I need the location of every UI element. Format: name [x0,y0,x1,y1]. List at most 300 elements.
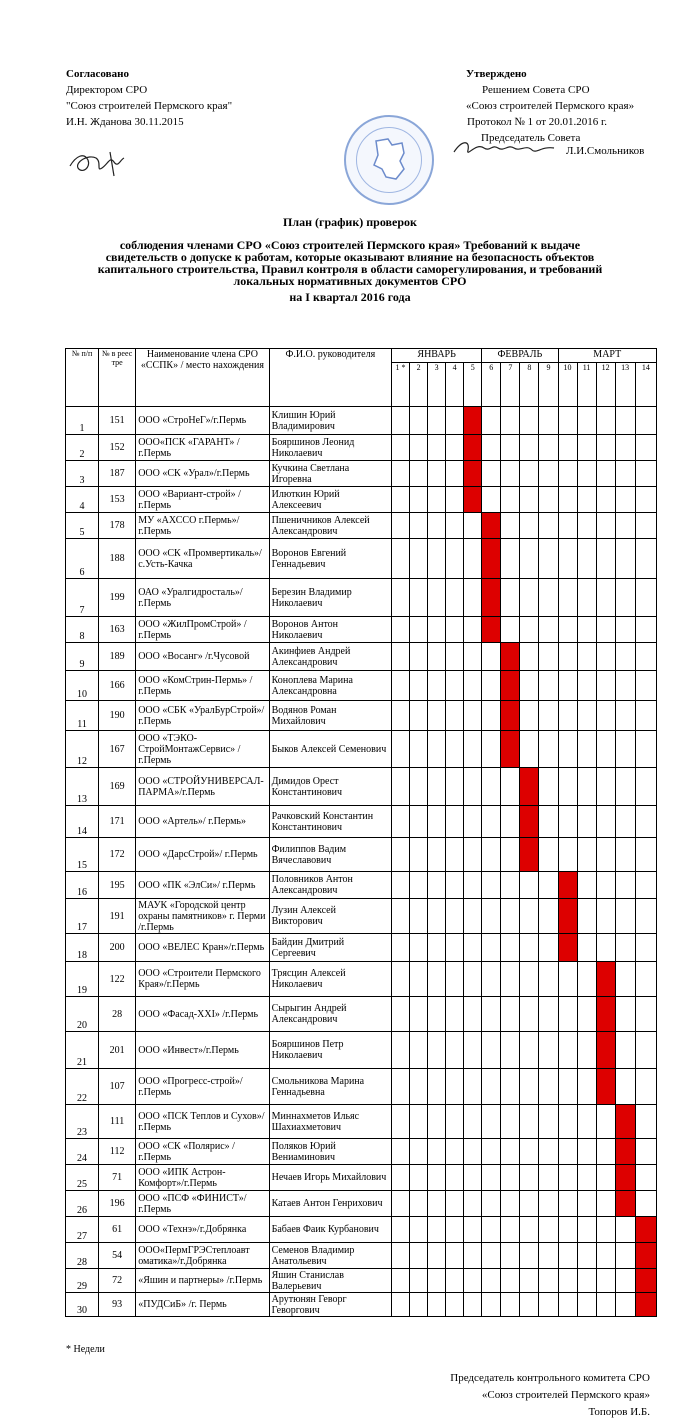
week-cell [392,513,410,539]
week-cell [615,461,635,487]
week-cell [520,1165,539,1191]
header-week-12: 12 [596,363,615,407]
week-cell [446,768,464,806]
table-row [66,701,657,731]
week-cell [482,701,501,731]
week-cell [596,579,615,617]
week-cell [577,838,596,872]
row-number: 17 [66,899,99,934]
approval-left-title: Согласовано [66,68,129,80]
week-cell [392,899,410,934]
week-cell [410,671,428,701]
row-number: 11 [66,701,99,731]
week-cell [392,838,410,872]
week-cell [501,872,520,899]
week-cell [410,731,428,768]
week-cell [446,1032,464,1069]
week-cell [392,768,410,806]
week-cell [615,997,635,1032]
week-cell [539,579,558,617]
week-cell [428,731,446,768]
week-cell [520,643,539,671]
week-cell [482,962,501,997]
header-week-10: 10 [558,363,577,407]
week-cell [501,617,520,643]
member-name: ООО«ПСК «ГАРАНТ» /г.Пермь [136,435,269,461]
table-row [66,838,657,872]
week-cell [615,701,635,731]
approval-right-line-3: Протокол № 1 от 20.01.2016 г. [467,116,608,128]
week-cell [596,617,615,643]
week-cell [482,806,501,838]
week-cell [428,1293,446,1317]
week-cell [501,513,520,539]
week-cell [428,617,446,643]
week-cell [482,1105,501,1139]
week-cell [501,435,520,461]
table-row [66,1293,657,1317]
week-cell [446,1069,464,1105]
week-cell [392,1191,410,1217]
week-cell [520,1069,539,1105]
director-name: Миннахметов Ильяс Шахиахметович [269,1105,391,1139]
inspection-week-marker [596,1069,615,1105]
week-cell [501,934,520,962]
week-cell [392,1105,410,1139]
week-cell [615,838,635,872]
week-cell [596,838,615,872]
week-cell [539,671,558,701]
week-cell [464,579,482,617]
week-cell [577,1293,596,1317]
week-cell [501,962,520,997]
table-row [66,899,657,934]
week-cell [539,838,558,872]
header-week-4: 4 [446,363,464,407]
week-cell [392,934,410,962]
week-cell [577,1191,596,1217]
week-cell [558,1032,577,1069]
week-cell [635,461,656,487]
director-name: Воронов Антон Николаевич [269,617,391,643]
week-cell [501,997,520,1032]
week-cell [615,643,635,671]
member-name: ООО «СТРОЙУНИВЕРСАЛ-ПАРМА»/г.Пермь [136,768,269,806]
director-name: Арутюнян Геворг Геворгович [269,1293,391,1317]
header-week-3: 3 [428,363,446,407]
week-cell [464,643,482,671]
week-cell [539,806,558,838]
week-cell [410,487,428,513]
week-cell [428,513,446,539]
week-cell [635,487,656,513]
member-name: ООО «ПСФ «ФИНИСТ»/ г.Пермь [136,1191,269,1217]
registry-number: 61 [99,1217,136,1243]
week-cell [428,407,446,435]
week-cell [428,997,446,1032]
table-row [66,407,657,435]
registry-number: 107 [99,1069,136,1105]
week-cell [464,513,482,539]
registry-number: 28 [99,997,136,1032]
member-name: ООО «ДарсСтрой»/ г.Пермь [136,838,269,872]
table-row [66,617,657,643]
registry-number: 112 [99,1139,136,1165]
week-cell [410,579,428,617]
week-cell [635,872,656,899]
table-row [66,579,657,617]
week-cell [615,1217,635,1243]
week-cell [501,899,520,934]
approval-right-line-4: Председатель Совета [481,132,581,144]
week-cell [558,579,577,617]
week-cell [635,579,656,617]
week-cell [482,1165,501,1191]
week-cell [577,1105,596,1139]
week-cell [596,643,615,671]
week-cell [482,643,501,671]
week-cell [446,899,464,934]
week-cell [392,962,410,997]
member-name: ООО «СБК «УралБурСтрой»/г.Пермь [136,701,269,731]
week-cell [446,435,464,461]
week-cell [410,1032,428,1069]
week-cell [464,806,482,838]
week-cell [615,513,635,539]
week-cell [464,731,482,768]
director-name: Воронов Евгений Геннадьевич [269,539,391,579]
inspection-week-marker [596,1032,615,1069]
week-cell [596,1165,615,1191]
row-number: 22 [66,1069,99,1105]
director-name: Катаев Антон Генрихович [269,1191,391,1217]
week-cell [539,1191,558,1217]
week-cell [577,934,596,962]
week-cell [558,962,577,997]
week-cell [482,435,501,461]
header-registry-number: № в реес тре [99,349,136,407]
right-signature [450,132,560,166]
week-cell [635,806,656,838]
seal-region-map-icon [368,135,410,185]
week-cell [558,806,577,838]
week-cell [520,1269,539,1293]
week-cell [520,579,539,617]
week-cell [615,872,635,899]
week-cell [596,1191,615,1217]
week-cell [482,1069,501,1105]
inspection-week-marker [501,643,520,671]
week-cell [410,643,428,671]
registry-number: 187 [99,461,136,487]
week-cell [428,934,446,962]
week-cell [520,899,539,934]
week-cell [392,671,410,701]
inspection-week-marker [501,731,520,768]
week-cell [539,899,558,934]
week-cell [558,997,577,1032]
member-name: МАУК «Городской центр охраны памятников» г. Перми /г.Пермь [136,899,269,934]
week-cell [482,1139,501,1165]
director-name: Яшин Станислав Валерьевич [269,1269,391,1293]
week-cell [520,487,539,513]
week-cell [446,617,464,643]
week-cell [392,643,410,671]
week-cell [482,1032,501,1069]
header-week-8: 8 [520,363,539,407]
week-cell [635,1032,656,1069]
row-number: 9 [66,643,99,671]
table-row [66,872,657,899]
director-name: Филиппов Вадим Вячеславович [269,838,391,872]
week-cell [558,539,577,579]
week-cell [596,539,615,579]
week-cell [482,461,501,487]
header-week-9: 9 [539,363,558,407]
registry-number: 200 [99,934,136,962]
week-cell [446,701,464,731]
week-cell [410,461,428,487]
row-number: 29 [66,1269,99,1293]
row-number: 2 [66,435,99,461]
member-name: ООО «Строители Пермского Края»/г.Пермь [136,962,269,997]
week-cell [520,872,539,899]
director-name: Трясцин Алексей Николаевич [269,962,391,997]
approval-left-line-3: И.Н. Жданова 30.11.2015 [66,116,184,128]
inspection-week-marker [464,407,482,435]
week-cell [446,731,464,768]
week-cell [464,1069,482,1105]
week-cell [482,899,501,934]
week-cell [428,768,446,806]
week-cell [539,934,558,962]
row-number: 24 [66,1139,99,1165]
week-cell [520,731,539,768]
inspection-week-marker [635,1269,656,1293]
registry-number: 195 [99,872,136,899]
registry-number: 188 [99,539,136,579]
week-cell [635,838,656,872]
week-cell [446,962,464,997]
table-row [66,997,657,1032]
week-cell [482,1269,501,1293]
week-cell [392,806,410,838]
week-cell [615,579,635,617]
week-cell [577,806,596,838]
week-cell [464,1105,482,1139]
week-cell [635,934,656,962]
week-cell [428,1191,446,1217]
header-week-13: 13 [615,363,635,407]
week-cell [558,461,577,487]
week-cell [635,1165,656,1191]
week-cell [577,872,596,899]
director-name: Димидов Орест Константинович [269,768,391,806]
week-cell [520,701,539,731]
week-cell [539,701,558,731]
member-name: ООО «СК «Промвертикаль»/с.Усть-Качка [136,539,269,579]
week-cell [482,838,501,872]
week-cell [501,838,520,872]
week-cell [410,997,428,1032]
week-cell [464,934,482,962]
member-name: ООО «ИПК Астрон-Комфорт»/г.Пермь [136,1165,269,1191]
director-name: Поляков Юрий Вениаминович [269,1139,391,1165]
inspection-week-marker [558,934,577,962]
week-cell [539,513,558,539]
row-number: 4 [66,487,99,513]
table-row [66,1217,657,1243]
row-number: 19 [66,962,99,997]
week-cell [520,1032,539,1069]
week-cell [392,461,410,487]
week-cell [392,997,410,1032]
week-cell [428,1243,446,1269]
inspection-week-marker [501,671,520,701]
week-cell [482,1217,501,1243]
week-cell [577,1165,596,1191]
week-cell [635,701,656,731]
week-cell [635,407,656,435]
week-cell [464,1243,482,1269]
week-cell [520,1243,539,1269]
row-number: 7 [66,579,99,617]
week-cell [558,435,577,461]
week-cell [539,1032,558,1069]
week-cell [446,934,464,962]
approval-left-line-2: "Союз строителей Пермского края" [66,100,233,112]
week-cell [577,1269,596,1293]
table-row [66,1243,657,1269]
week-cell [520,1293,539,1317]
header-week-2: 2 [410,363,428,407]
week-cell [577,461,596,487]
member-name: ООО «Восанг» /г.Чусовой [136,643,269,671]
week-cell [539,617,558,643]
week-cell [410,1191,428,1217]
week-cell [635,768,656,806]
inspection-week-marker [464,435,482,461]
week-cell [539,539,558,579]
week-cell [410,838,428,872]
week-cell [539,1293,558,1317]
week-cell [428,1105,446,1139]
left-signature [66,142,136,182]
week-cell [635,435,656,461]
inspection-week-marker [635,1293,656,1317]
week-cell [615,806,635,838]
row-number: 18 [66,934,99,962]
week-cell [392,1069,410,1105]
week-cell [410,701,428,731]
week-cell [577,899,596,934]
registry-number: 167 [99,731,136,768]
row-number: 3 [66,461,99,487]
week-cell [410,1217,428,1243]
week-cell [482,872,501,899]
table-row [66,731,657,768]
week-cell [596,1139,615,1165]
week-cell [428,539,446,579]
approval-right-title: Утверждено [466,68,527,80]
inspection-week-marker [615,1105,635,1139]
week-cell [558,487,577,513]
header-week-6: 6 [482,363,501,407]
inspection-week-marker [635,1217,656,1243]
registry-number: 163 [99,617,136,643]
director-name: Рачковский Константин Константинович [269,806,391,838]
document-subtitle-line-1: соблюдения членами СРО «Союз строителей Пермского края» Требований к выдаче [119,238,581,252]
week-cell [501,539,520,579]
week-cell [520,962,539,997]
header-week-14: 14 [635,363,656,407]
week-cell [577,997,596,1032]
week-cell [446,806,464,838]
registry-number: 172 [99,838,136,872]
week-cell [410,899,428,934]
header-row-number: № п/п [66,349,99,407]
week-cell [635,539,656,579]
inspection-week-marker [501,701,520,731]
week-cell [615,1032,635,1069]
director-name: Клишин Юрий Владимирович [269,407,391,435]
registry-number: 178 [99,513,136,539]
week-cell [410,1269,428,1293]
week-cell [392,1032,410,1069]
week-cell [501,1243,520,1269]
member-name: ООО«ПермГРЭСтеплоавт оматика»/г.Добрянка [136,1243,269,1269]
row-number: 13 [66,768,99,806]
week-cell [596,435,615,461]
registry-number: 111 [99,1105,136,1139]
week-cell [520,617,539,643]
week-cell [428,1269,446,1293]
director-name: Быков Алексей Семенович [269,731,391,768]
week-cell [501,1165,520,1191]
week-cell [446,1105,464,1139]
week-cell [558,513,577,539]
week-cell [558,1217,577,1243]
week-cell [392,1243,410,1269]
week-cell [392,1217,410,1243]
week-cell [482,731,501,768]
week-cell [577,671,596,701]
director-name: Пшеничников Алексей Александрович [269,513,391,539]
week-cell [615,539,635,579]
week-cell [596,731,615,768]
director-name: Бояршинов Петр Николаевич [269,1032,391,1069]
week-cell [539,487,558,513]
member-name: ООО «Фасад-XXI» /г.Пермь [136,997,269,1032]
director-name: Коноплева Марина Александровна [269,671,391,701]
week-cell [615,962,635,997]
week-cell [596,407,615,435]
week-cell [446,1139,464,1165]
week-cell [464,997,482,1032]
row-number: 10 [66,671,99,701]
week-cell [501,461,520,487]
week-cell [410,1243,428,1269]
row-number: 26 [66,1191,99,1217]
inspection-week-marker [558,872,577,899]
week-cell [615,671,635,701]
week-cell [520,513,539,539]
week-cell [464,768,482,806]
registry-number: 93 [99,1293,136,1317]
header-member-name: Наименование члена СРО «ССПК» / место нахождения [136,349,269,407]
week-cell [428,899,446,934]
week-cell [501,1269,520,1293]
